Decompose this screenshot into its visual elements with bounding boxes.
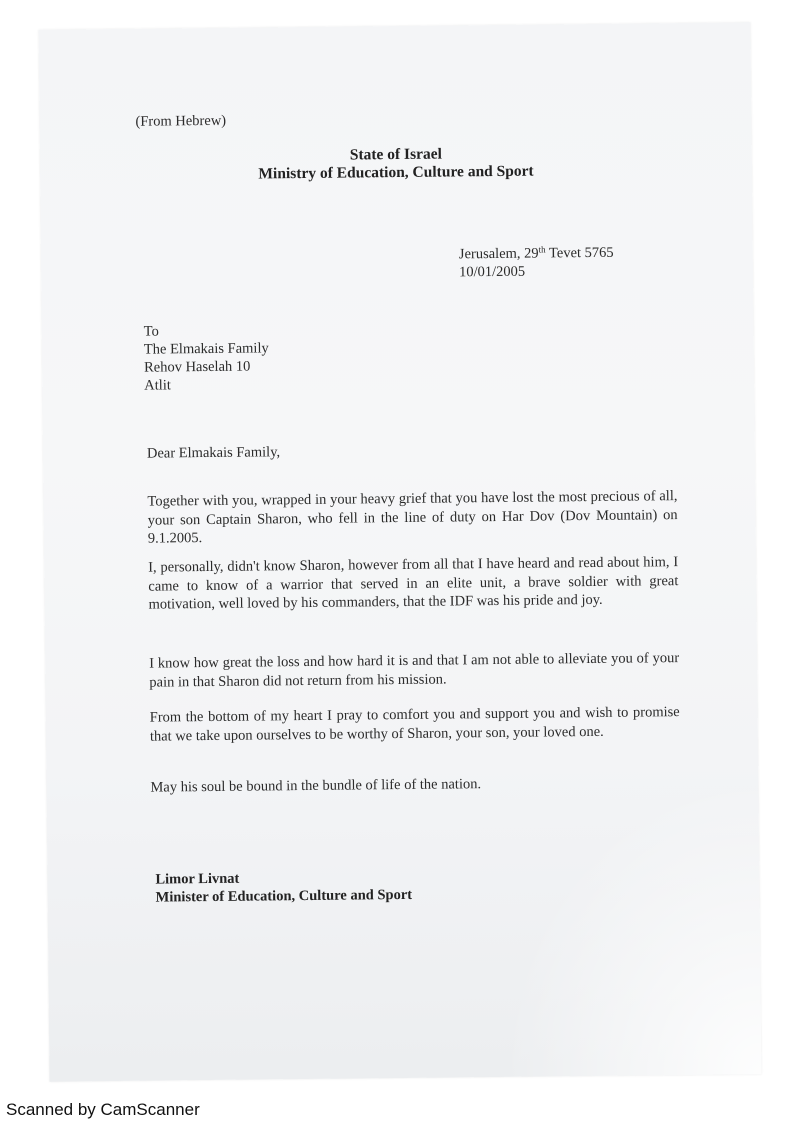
letter-page: [39, 22, 762, 1081]
signatory-name: Limor Livnat: [155, 870, 240, 888]
letterhead-ministry: Ministry of Education, Culture and Sport: [258, 162, 534, 183]
salutation: Dear Elmakais Family,: [146, 444, 281, 462]
gregorian-date: 10/01/2005: [458, 263, 526, 281]
body-paragraph-4: From the bottom of my heart I pray to comfort you and support you and wish to promise that we take upon ourselves to be worthy of Sharon, your son, your loved one.: [149, 704, 680, 745]
recipient-name: The Elmakais Family: [143, 340, 269, 358]
scanner-watermark: Scanned by CamScanner: [6, 1100, 200, 1119]
signatory-title: Minister of Education, Culture and Sport: [155, 886, 413, 906]
date-block: [459, 240, 614, 282]
body-paragraph-2: I, personally, didn't know Sharon, however from all that I have heard and read about him, I came to know of a warrior that served in an elite unit, a brave soldier with great motivation, well loved by his commanders, that the IDF was his pride and joy.: [148, 554, 679, 613]
signature-block: [155, 868, 412, 907]
date-ordinal-suffix: th: [538, 244, 546, 255]
letterhead-state: State of Israel: [349, 145, 442, 164]
body-paragraph-5: May his soul be bound in the bundle of life of the nation.: [150, 776, 482, 796]
date-place: Jerusalem, 29: [458, 245, 539, 263]
recipient-to: To: [143, 323, 159, 340]
translation-note: (From Hebrew): [135, 112, 227, 130]
body-paragraph-3: I know how great the loss and how hard it is and that I am not able to alleviate you of your pain in that Sharon did not return from his mission.: [149, 650, 680, 691]
recipient-city: Atlit: [144, 377, 171, 394]
hebrew-date: Tevet 5765: [545, 244, 614, 262]
recipient-street: Rehov Haselah 10: [143, 358, 251, 376]
hebrew-date-line: [459, 240, 614, 264]
body-paragraph-1: Together with you, wrapped in your heavy grief that you have lost the most precious of all, your son Captain Sharon, who fell in the line of duty on Har Dov (Dov Mountain) on 9.1.2005.: [147, 488, 678, 547]
recipient-address: [144, 321, 270, 394]
